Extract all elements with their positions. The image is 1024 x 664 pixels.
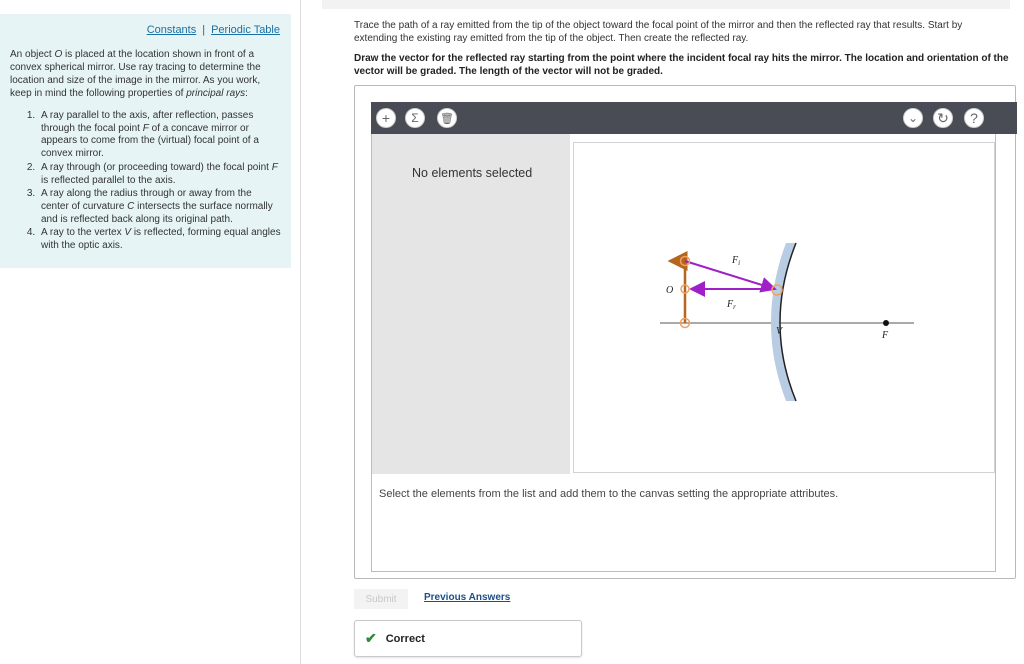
- chevron-down-icon: ⌄: [907, 111, 919, 125]
- drawing-canvas[interactable]: [573, 142, 995, 473]
- principal-rays-list: [10, 110, 281, 253]
- periodic-table-link[interactable]: Periodic Table: [211, 24, 280, 36]
- label-V: V: [776, 326, 783, 337]
- instruction-text: Trace the path of a ray emitted from the tip of the object toward the focal point of the mirror and then the reflected ray that results. Start by extending the existing ray emitted from the tip of the object. Then create the reflected ray.: [354, 20, 963, 44]
- submit-button[interactable]: Submit: [354, 589, 408, 609]
- reset-button[interactable]: [933, 108, 953, 128]
- drawing-toolbar: [371, 102, 1017, 134]
- feedback-text: Correct: [385, 632, 425, 645]
- problem-sidebar: [0, 14, 291, 268]
- link-separator: |: [202, 24, 206, 36]
- list-item: 1. A ray parallel to the axis, after reflection, passes through the focal point F of a concave mirror or appears to come from the (virtual) focal point of a convex mirror.: [38, 110, 281, 161]
- top-strip: [322, 0, 1010, 9]
- mirror-body: [771, 243, 796, 401]
- feedback-box: [354, 620, 582, 657]
- resource-links: [10, 24, 281, 36]
- previous-answers-link[interactable]: Previous Answers: [424, 592, 511, 603]
- options-dropdown-button[interactable]: [903, 108, 923, 128]
- list-item: 3. A ray along the radius through or away from the center of curvature C intersects the surface normally and is reflected back along its original path.: [38, 188, 281, 226]
- problem-intro: An object O is placed at the location shown in front of a convex spherical mirror. Use ray tracing to determine the location and size of the image in the mirror. As you work, keep in mind the following properties of principal rays:: [10, 49, 261, 99]
- checkmark-icon: ✔: [365, 630, 377, 646]
- label-Fi: $F_i$: [732, 255, 741, 267]
- ray-diagram: [574, 143, 994, 472]
- no-elements-label: No elements selected: [412, 166, 533, 180]
- canvas-hint: Select the elements from the list and add them to the canvas setting the appropriate attributes.: [379, 488, 839, 500]
- trash-icon: 🗑: [440, 112, 454, 125]
- list-item: 2. A ray through (or proceeding toward) the focal point F is reflected parallel to the axis.: [38, 162, 281, 187]
- label-O: O: [666, 285, 674, 296]
- label-F: F: [882, 330, 889, 341]
- list-item: 4. A ray to the vertex V is reflected, forming equal angles with the optic axis.: [38, 227, 281, 252]
- element-properties-panel: [372, 134, 570, 474]
- label-Fr: $F_r$: [727, 299, 736, 311]
- plus-icon: +: [381, 110, 391, 126]
- reset-icon: ↻: [937, 109, 949, 126]
- constants-link[interactable]: Constants: [146, 24, 197, 36]
- instruction-text-bold: Draw the vector for the reflected ray starting from the point where the incident focal ray hits the mirror. The location and orientation of the vector will be graded. The length of the vector will not be graded.: [354, 53, 1009, 77]
- add-element-button[interactable]: [376, 108, 396, 128]
- help-button[interactable]: [964, 108, 984, 128]
- help-icon: ?: [970, 110, 978, 126]
- incident-ray-vector[interactable]: [685, 261, 775, 289]
- sum-button[interactable]: [405, 108, 425, 128]
- delete-button[interactable]: [437, 108, 457, 128]
- sigma-icon: Σ: [411, 111, 419, 125]
- focal-point-dot: [883, 320, 889, 326]
- column-divider: [300, 0, 301, 664]
